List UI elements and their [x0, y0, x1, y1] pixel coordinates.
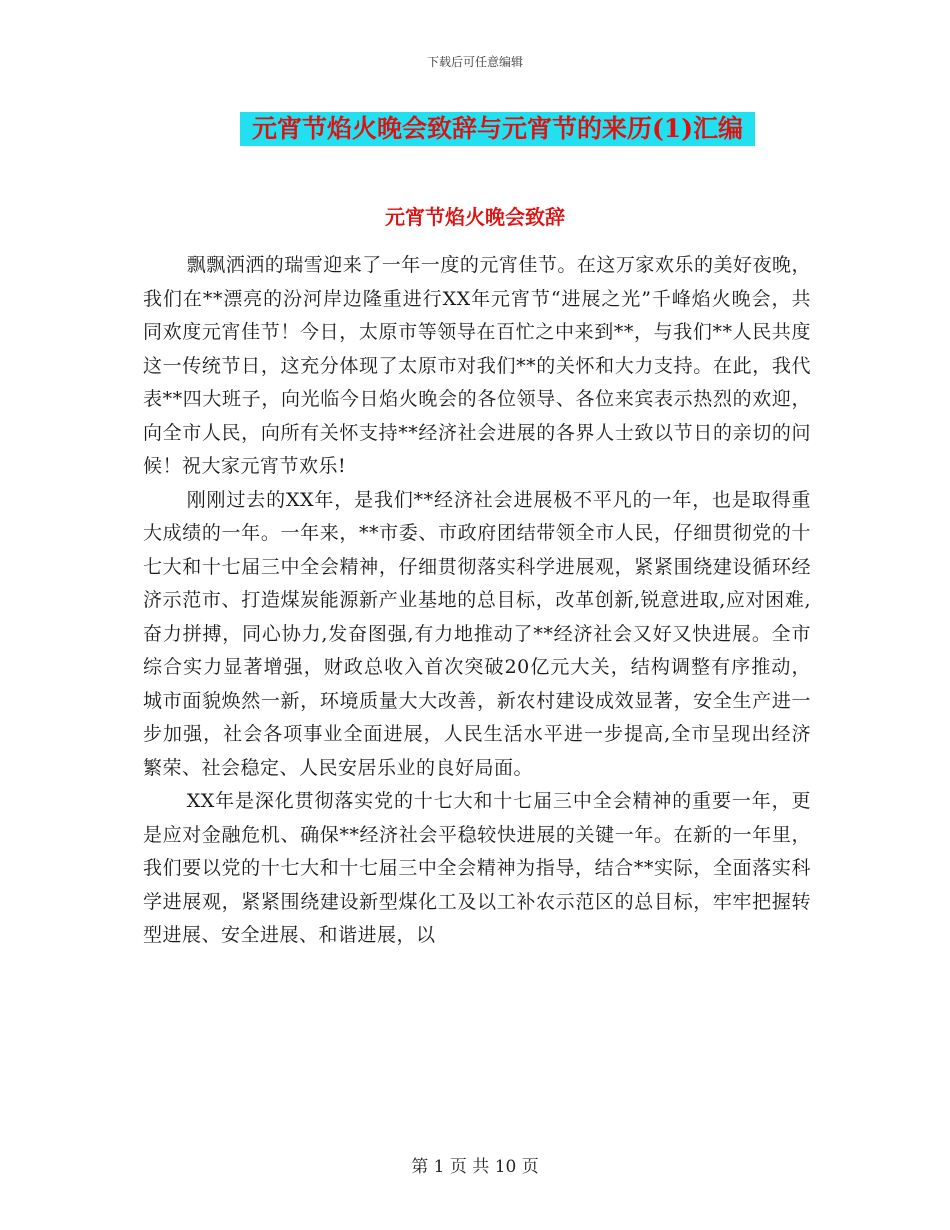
- paragraph-2: 刚刚过去的XX年，是我们**经济社会进展极不平凡的一年，也是取得重大成绩的一年。一年来，**市委、市政府团结带领全市人民，仔细贯彻党的十七大和十七届三中全会精神，仔细贯彻落实科学进展观，紧紧围绕建设循环经济示范市、打造煤炭能源新产业基地的总目标，改革创新,锐意进取,应对困难,奋力拼搏，同心协力,发奋图强,有力地推动了**经济社会又好又快进展。全市综合实力显著增强，财政总收入首次突破20亿元大关，结构调整有序推动，城市面貌焕然一新，环境质量大大改善，新农村建设成效显著，安全生产进一步加强，社会各项事业全面进展，人民生活水平进一步提高,全市呈现出经济繁荣、社会稳定、人民安居乐业的良好局面。: [143, 488, 811, 779]
- header-note: 下载后可任意编辑: [426, 55, 523, 69]
- document-title: 元宵节焰火晚会致辞与元宵节的来历(1)汇编: [240, 112, 755, 146]
- paragraph-3: XX年是深化贯彻落实党的十七大和十七届三中全会精神的重要一年，更是应对金融危机、确保**经济社会平稳较快进展的关键一年。在新的一年里，我们要以党的十七大和十七届三中全会精神为指导，结合**实际，全面落实科学进展观，紧紧围绕建设新型煤化工及以工补农示范区的总目标，牢牢把握转型进展、安全进展、和谐进展，以: [143, 790, 811, 946]
- document-body: [143, 249, 811, 953]
- paragraph-1: 飘飘洒洒的瑞雪迎来了一年一度的元宵佳节。在这万家欢乐的美好夜晚，我们在**漂亮的汾河岸边隆重进行XX年元宵节“进展之光”千峰焰火晚会，共同欢度元宵佳节！今日，太原市等领导在百忙之中来到**，与我们**人民共度这一传统节日，这充分体现了太原市对我们**的关怀和大力支持。在此，我代表**四大班子，向光临今日焰火晚会的各位领导、各位来宾表示热烈的欢迎，向全市人民，向所有关怀支持**经济社会进展的各界人士致以节日的亲切的问候！祝大家元宵节欢乐!: [143, 254, 811, 477]
- page-footer: 第 1 页 共 10 页: [411, 1157, 539, 1177]
- section-title: 元宵节焰火晚会致辞: [385, 205, 565, 229]
